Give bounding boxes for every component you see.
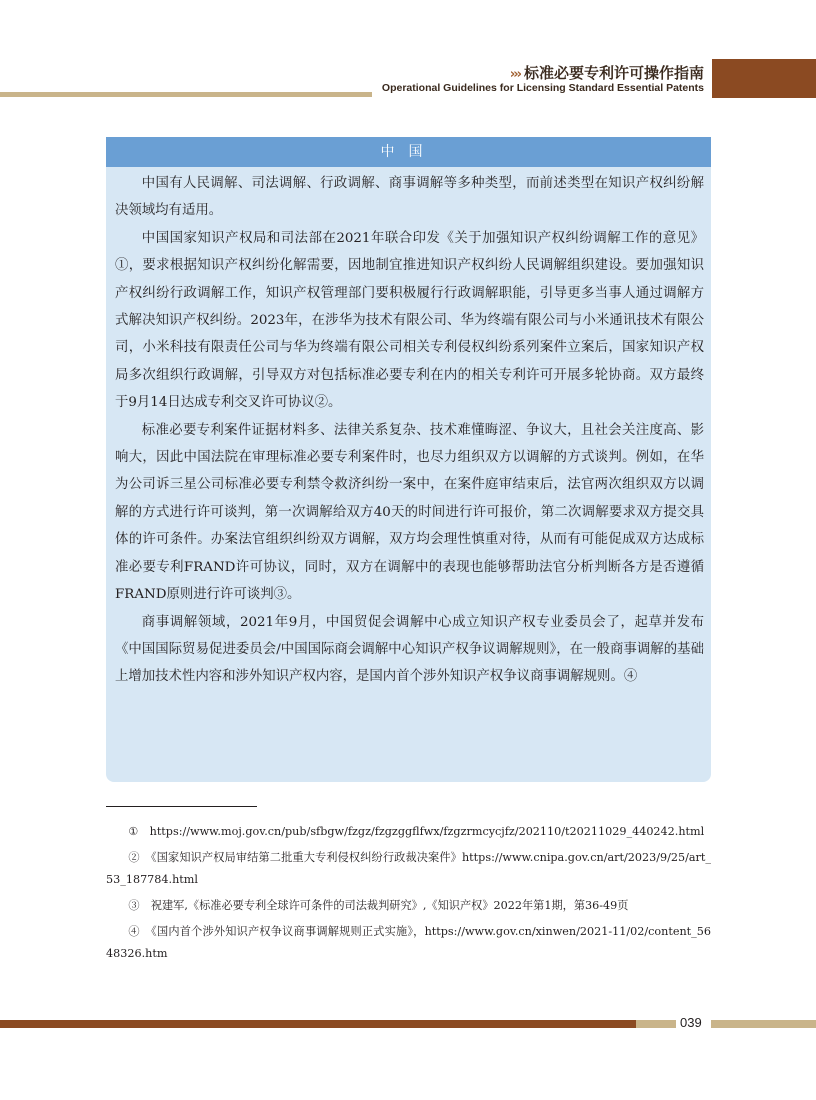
box-paragraph: 中国有人民调解、司法调解、行政调解、商事调解等多种类型，而前述类型在知识产权纠纷解决领域均有适用。 — [115, 176, 704, 219]
footer-tan-band — [636, 1020, 676, 1028]
box-paragraph: 商事调解领域，2021年9月，中国贸促会调解中心成立知识产权专业委员会了，起草并发布《中国国际贸易促进委员会/中国国际商会调解中心知识产权争议调解规则》，在一般商事调解的基础上增加技术性内容和涉外知识产权内容，是国内首个涉外知识产权争议商事调解规则。④ — [115, 614, 704, 685]
box-paragraph: 中国国家知识产权局和司法部在2021年联合印发《关于加强知识产权纠纷调解工作的意见》①，要求根据知识产权纠纷化解需要，因地制宜推进知识产权纠纷人民调解组织建设。要加强知识产权纠纷行政调解工作，知识产权管理部门要积极履行行政调解职能，引导更多当事人通过调解方式解决知识产权纠纷。2023年，在涉华为技术有限公司、华为终端有限公司与小米通讯技术有限公司，小米科技有限责任公司与华为终端有限公司相关专利侵权纠纷系列案件立案后，国家知识产权局多次组织行政调解，引导双方对包括标准必要专利在内的相关专利许可开展多轮协商。双方最终于9月14日达成专利交叉许可协议②。 — [115, 230, 704, 411]
footnote-1: ① https://www.moj.gov.cn/pub/sfbgw/fzgz/fzgzggflfwx/fzgzrmcycjfz/202110/t20211029_440242.html — [128, 825, 705, 838]
footnote-3: ③ 祝建军,《标准必要专利全球许可条件的司法裁判研究》,《知识产权》2022年第1期，第36-49页 — [128, 899, 629, 912]
header-rule — [0, 92, 372, 97]
footnote-rule — [106, 806, 257, 807]
header-title-text: 标准必要专利许可操作指南 — [523, 64, 704, 82]
box-body — [115, 170, 704, 691]
footnotes — [106, 821, 711, 969]
footnote-4: ④ 《国内首个涉外知识产权争议商事调解规则正式实施》，https://www.gov.cn/xinwen/2021-11/02/content_5648326.htm — [106, 925, 711, 960]
china-case-box — [106, 137, 711, 782]
box-heading: 中国 — [106, 137, 711, 167]
footer-brown-band — [0, 1020, 636, 1028]
running-header-subtitle: Operational Guidelines for Licensing Standard Essential Patents — [381, 82, 704, 94]
header-arrows: ››› — [509, 67, 520, 82]
footer-tan-band-right — [711, 1020, 816, 1028]
running-header-title — [510, 62, 704, 83]
header-color-band — [712, 59, 816, 98]
page-number: 039 — [680, 1015, 702, 1030]
footnote-2: ② 《国家知识产权局审结第二批重大专利侵权纠纷行政裁决案件》https://www.cnipa.gov.cn/art/2023/9/25/art_53_187784.html — [106, 851, 711, 886]
box-paragraph: 标准必要专利案件证据材料多、法律关系复杂、技术难懂晦涩、争议大，且社会关注度高、影响大，因此中国法院在审理标准必要专利案件时，也尽力组织双方以调解的方式谈判。例如，在华为公司诉三星公司标准必要专利禁令救济纠纷一案中，在案件庭审结束后，法官两次组织双方以调解的方式进行许可谈判，第一次调解给双方40天的时间进行许可报价，第二次调解要求双方提交具体的许可条件。办案法官组织纠纷双方调解，双方均会理性慎重对待，从而有可能促成双方达成标准必要专利FRAND许可协议，同时，双方在调解中的表现也能够帮助法官分析判断各方是否遵循FRAND原则进行许可谈判③。 — [115, 422, 704, 603]
